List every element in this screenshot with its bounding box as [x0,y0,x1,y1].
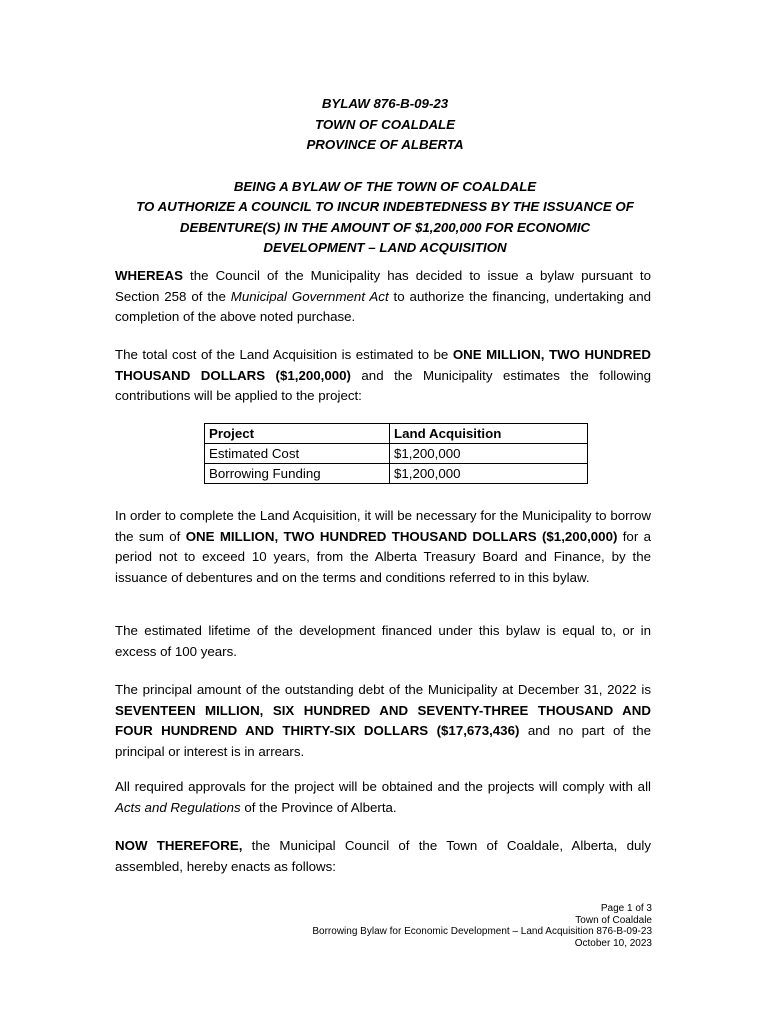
paragraph-text: the Council of the Municipality has decided to issue a bylaw pursuant to Section 258 of the [115,268,651,304]
page-footer [312,903,652,949]
whereas-paragraph [115,266,651,328]
table-row [205,464,588,484]
paragraph-text: The total cost of the Land Acquisition is estimated to be [115,347,453,362]
paragraph-text: and no part of the principal or interest is in arrears. [115,723,651,759]
paragraph-text: The estimated lifetime of the development financed under this bylaw is equal to, or in excess of 100 years. [115,623,651,659]
town-name: TOWN OF COALDALE [314,116,456,132]
paragraph-text: In order to complete the Land Acquisition, it will be necessary for the Municipality to borrow the sum of [115,508,651,544]
page-number: Page 1 of 3 [600,903,652,914]
subtitle-line: DEBENTURE(S) IN THE AMOUNT OF $1,200,000 FOR ECONOMIC [179,219,591,235]
paragraph-text: All required approvals for the project will be obtained and the projects will comply with all [115,779,651,794]
act-name: Municipal Government Act [230,288,389,304]
acts-regulations: Acts and Regulations [115,799,241,815]
table-cell: Borrowing Funding [205,464,390,484]
table-cell: $1,200,000 [390,464,588,484]
subtitle-line: TO AUTHORIZE A COUNCIL TO INCUR INDEBTEDNESS BY THE ISSUANCE OF [136,199,634,214]
paragraph-text: for a period not to exceed 10 years, from the Alberta Treasury Board and Finance, by the issuance of debentures and on the terms and conditions referred to in this bylaw. [115,528,651,585]
table-cell: Estimated Cost [205,444,390,464]
table-header: Land Acquisition [390,424,588,444]
table-header: Project [205,424,390,444]
table-row [205,444,588,464]
table-cell: $1,200,000 [390,444,588,464]
footer-date: October 10, 2023 [574,937,652,949]
footer-document-title: Borrowing Bylaw for Economic Development – Land Acquisition 876-B-09-23 [312,926,652,937]
footer-town: Town of Coaldale [575,914,652,926]
paragraph-text: the Municipal Council of the Town of Coaldale, Alberta, duly assembled, hereby enacts as follows: [115,838,651,874]
now-therefore-paragraph [115,836,651,877]
table-header-row [205,424,588,444]
lifetime-paragraph [115,621,651,662]
now-therefore-lead: NOW THEREFORE, [115,838,243,853]
paragraph-text: and the Municipality estimates the following contributions will be applied to the project: [115,367,651,403]
subtitle-line: DEVELOPMENT – LAND ACQUISITION [263,240,507,255]
province-name: PROVINCE OF ALBERTA [306,137,464,152]
bylaw-title-block [0,94,770,259]
subtitle-line: BEING A BYLAW OF THE TOWN OF COALDALE [233,178,537,194]
paragraph-text: to authorize the financing, undertaking and completion of the above noted purchase. [115,288,651,324]
cost-table [204,423,588,484]
paragraph-text: of the Province of Alberta. [240,799,397,815]
amount-text: SEVENTEEN MILLION, SIX HUNDRED AND SEVENTY-THREE THOUSAND AND FOUR HUNDREND AND THIRTY-SIX DOLLARS ($17,673,436) [115,702,651,738]
whereas-lead: WHEREAS [115,268,183,283]
paragraph-text: The principal amount of the outstanding debt of the Municipality at December 31, 2022 is [115,682,651,697]
debt-paragraph [115,680,651,762]
total-cost-paragraph [115,345,651,407]
bylaw-number: BYLAW 876-B-09-23 [321,96,449,111]
borrowing-paragraph [115,506,651,588]
approvals-paragraph [115,777,651,818]
amount-text: ONE MILLION, TWO HUNDRED THOUSAND DOLLARS ($1,200,000) [185,528,618,544]
amount-text: ONE MILLION, TWO HUNDRED THOUSAND DOLLARS ($1,200,000) [115,347,651,383]
